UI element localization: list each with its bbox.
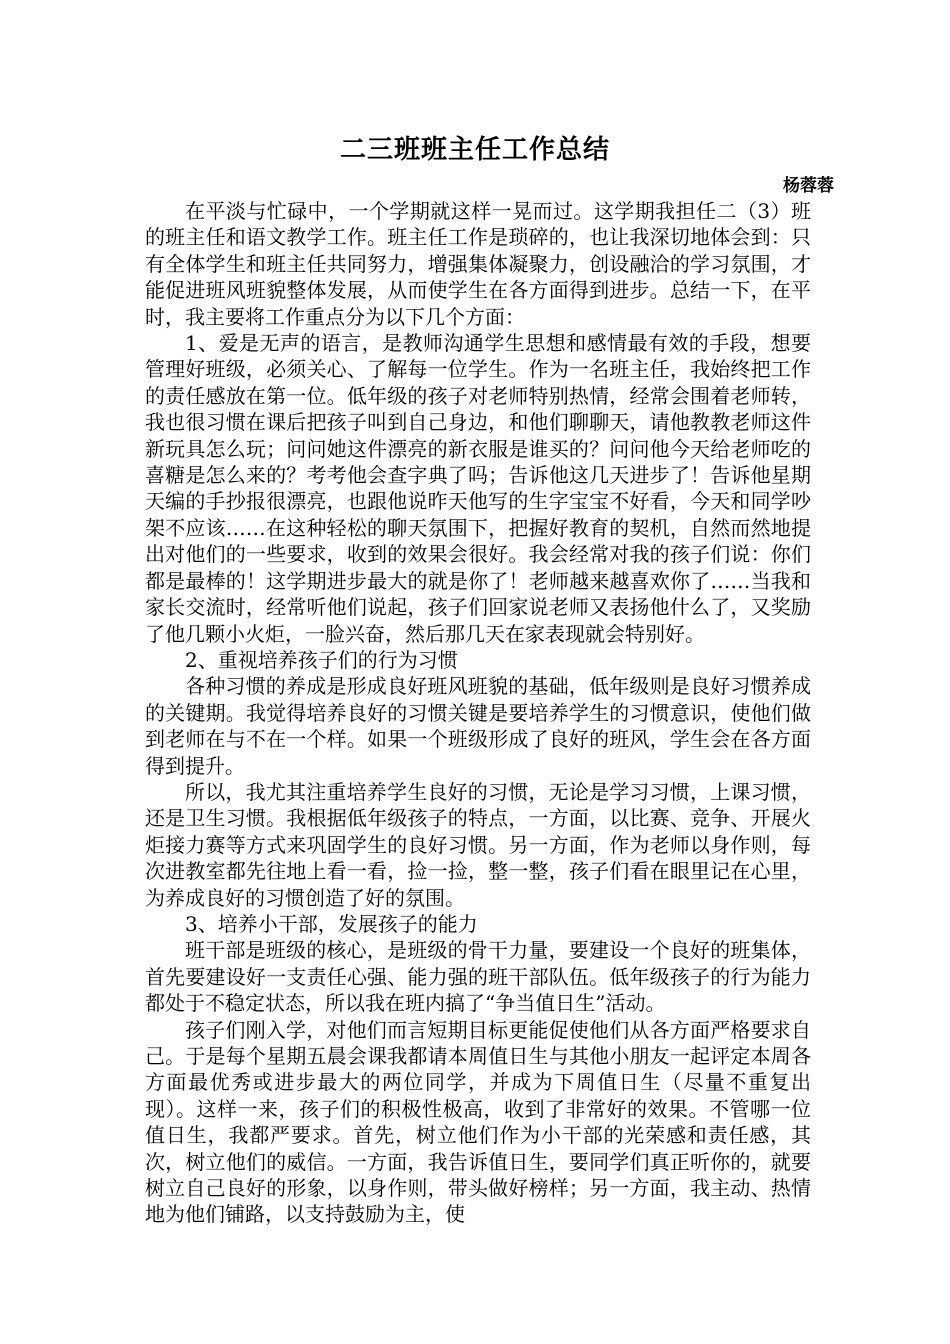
paragraph-intro: 在平淡与忙碌中，一个学期就这样一晃而过。这学期我担任二（3）班的班主任和语文教学工作。班主任工作是琐碎的，也让我深切地体会到：只有全体学生和班主任共同努力，增强集体凝聚力，创设融洽的学习氛围，才能促进班风班貌整体发展，从而使学生在各方面得到进步。总结一下，在平时，我主要将工作重点分为以下几个方面： (145, 199, 811, 329)
paragraph-point-1: 1、爱是无声的语言，是教师沟通学生思想和感情最有效的手段，想要管理好班级，必须关心、了解每一位学生。作为一名班主任，我始终把工作的责任感放在第一位。低年级的孩子对老师特别热情，经常会围着老师转，我也很习惯在课后把孩子叫到自己身边，和他们聊聊天，请他教教老师这件新玩具怎么玩；问问她这件漂亮的新衣服是谁买的？问问他今天给老师吃的喜糖是怎么来的？考考他会查字典了吗；告诉他这几天进步了！告诉他星期天编的手抄报很漂亮，也跟他说昨天他写的生字宝宝不好看，今天和同学吵架不应该……在这种轻松的聊天氛围下，把握好教育的契机，自然而然地提出对他们的一些要求，收到的效果会很好。我会经常对我的孩子们说：你们都是最棒的！这学期进步最大的就是你了！老师越来越喜欢你了……当我和家长交流时，经常听他们说起，孩子们回家说老师又表扬他什么了，又奖励了他几颗小火炬，一脸兴奋，然后那几天在家表现就会特别好。 (145, 331, 811, 646)
paragraph-habits-2: 所以，我尤其注重培养学生良好的习惯，无论是学习习惯，上课习惯，还是卫生习惯。我根据低年级孩子的特点，一方面，以比赛、竞争、开展火炬接力赛等方式来巩固学生的良好习惯。另一方面，作为老师以身作则，每次进教室都先往地上看一看，捡一捡，整一整，孩子们看在眼里记在心里，为养成良好的习惯创造了好的氛围。 (145, 779, 811, 910)
section-heading-cadres: 3、培养小干部，发展孩子的能力 (185, 911, 478, 936)
document-title: 二三班班主任工作总结 (339, 135, 610, 165)
paragraph-cadres-1: 班干部是班级的核心，是班级的骨干力量，要建设一个良好的班集体，首先要建设好一支责任心强、能力强的班干部队伍。低年级孩子的行为能力都处于不稳定状态，所以我在班内搞了“争当值日生”活动。 (145, 938, 811, 1016)
paragraph-habits-1: 各种习惯的养成是形成良好班风班貌的基础，低年级则是良好习惯养成的关键期。我觉得培养良好的习惯关键是要培养学生的习惯意识，使他们做到老师在与不在一个样。如果一个班级形成了良好的班风，学生会在各方面得到提升。 (145, 674, 811, 778)
document-body (145, 198, 811, 1228)
section-heading-habits: 2、重视培养孩子们的行为习惯 (185, 647, 458, 672)
paragraph-cadres-2: 孩子们刚入学，对他们而言短期目标更能促使他们从各方面严格要求自己。于是每个星期五晨会课我都请本周值日生与其他小朋友一起评定本周各方面最优秀或进步最大的两位同学，并成为下周值日生（尽量不重复出现）。这样一来，孩子们的积极性极高，收到了非常好的效果。不管哪一位值日生，我都严要求。首先，树立他们作为小干部的光荣感和责任感，其次，树立他们的威信。一方面，我告诉值日生，要同学们真正听你的，就要树立自己良好的形象，以身作则，带头做好榜样；另一方面，我主动、热情地为他们铺路，以支持鼓励为主，使 (145, 1017, 811, 1227)
document-author: 杨蓉蓉 (783, 176, 834, 196)
